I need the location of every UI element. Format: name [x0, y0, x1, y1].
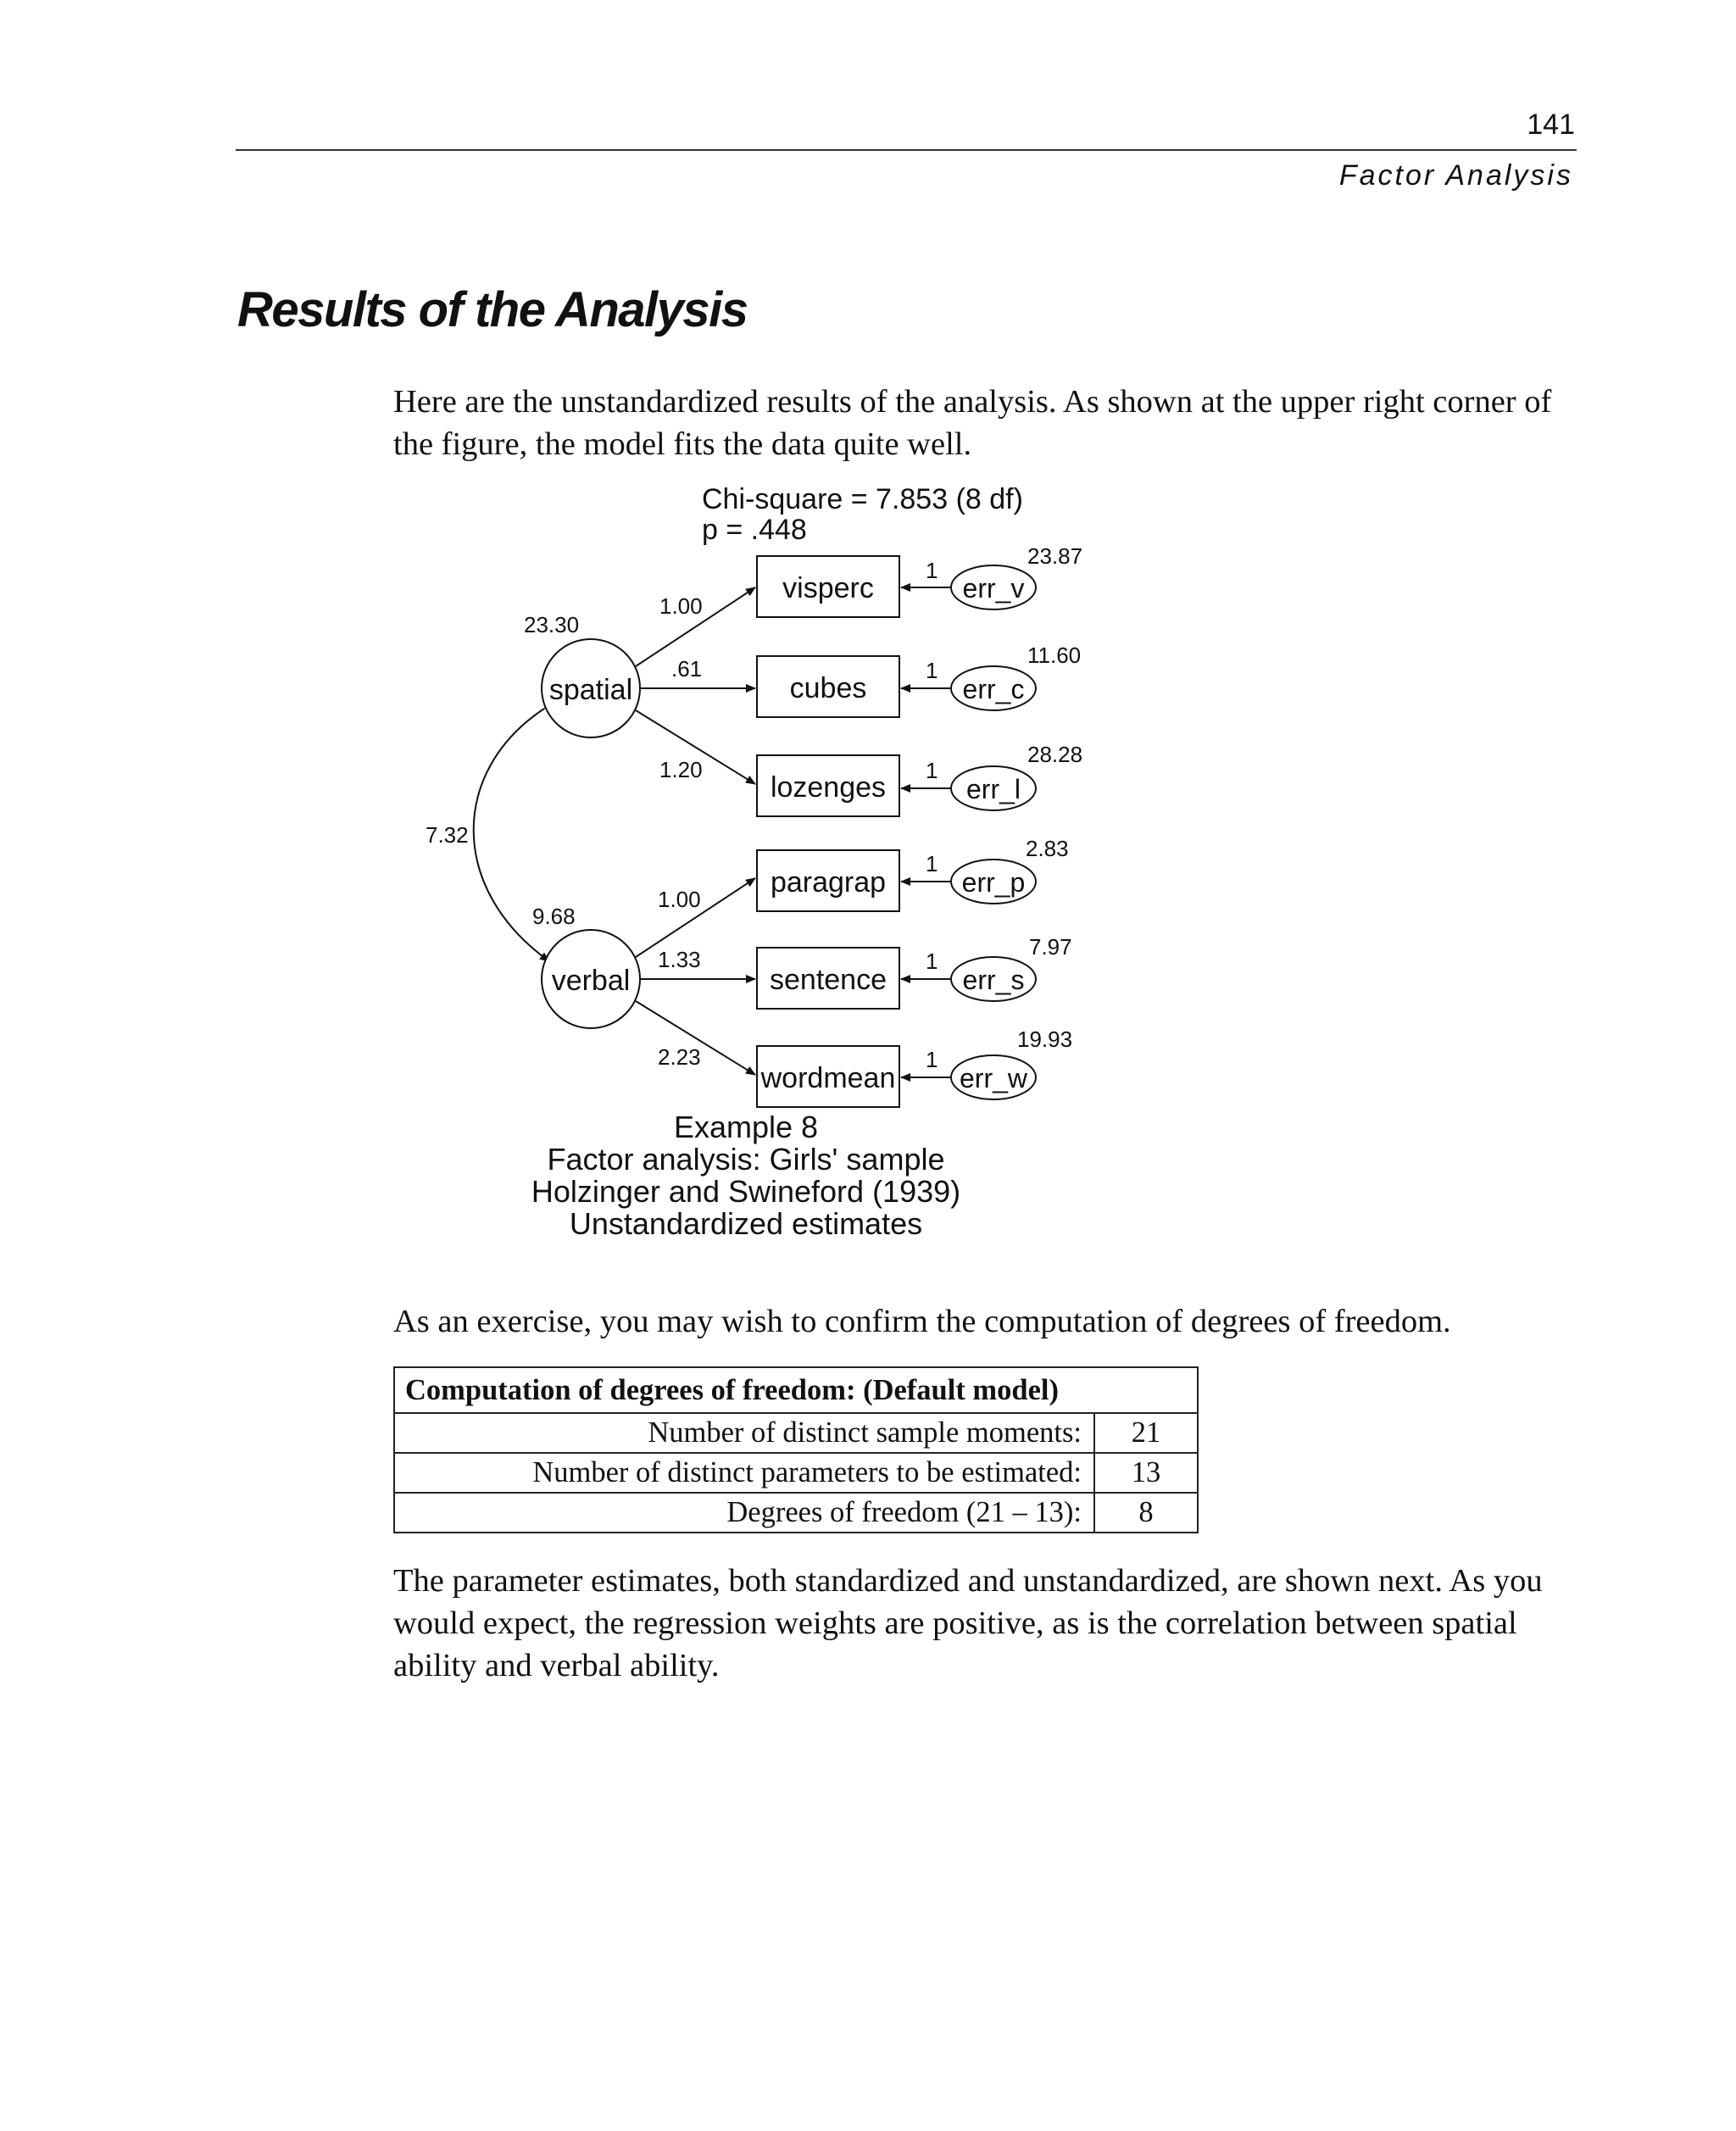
page-number: 141 — [1527, 108, 1575, 141]
dof-row-value: 8 — [1094, 1493, 1198, 1533]
error-variance-err-w: 19.93 — [1017, 1027, 1073, 1052]
dof-table-header-row — [394, 1367, 1198, 1413]
verbal-factor-label: verbal — [551, 965, 631, 997]
spatial-factor-label: spatial — [548, 674, 633, 706]
error-label-err-v: err_v — [962, 573, 1025, 604]
dof-row-value: 13 — [1094, 1453, 1198, 1493]
figure-caption-line-4: Unstandardized estimates — [569, 1206, 923, 1241]
indicator-label-visperc: visperc — [782, 572, 874, 604]
loading-label-wordmean: 2.23 — [658, 1044, 701, 1070]
dof-row-label: Degrees of freedom (21 – 13): — [394, 1493, 1094, 1533]
error-weight-wordmean: 1 — [926, 1047, 938, 1072]
dof-row-label: Number of distinct sample moments: — [394, 1413, 1094, 1453]
error-label-err-c: err_c — [962, 674, 1025, 704]
p-value-label: p = .448 — [702, 514, 807, 546]
header-rule — [236, 149, 1577, 151]
error-label-err-l: err_l — [965, 774, 1021, 804]
path-diagram — [0, 475, 1736, 1255]
indicator-label-lozenges: lozenges — [770, 771, 887, 804]
intro-paragraph: Here are the unstandardized results of the analysis. As shown at the upper right corner of the figure, the model fits the data quite well. — [393, 384, 1552, 462]
dof-table-row — [394, 1493, 1198, 1533]
error-variance-err-c: 11.60 — [1027, 643, 1082, 668]
error-weight-cubes: 1 — [926, 658, 938, 683]
indicator-label-wordmean: wordmean — [760, 1062, 896, 1094]
error-weight-sentence: 1 — [926, 949, 938, 974]
spatial-variance-label: 23.30 — [524, 612, 580, 637]
indicator-label-cubes: cubes — [789, 672, 867, 704]
section-title: Results of the Analysis — [237, 282, 748, 337]
indicator-label-sentence: sentence — [770, 964, 887, 996]
error-variance-err-s: 7.97 — [1029, 934, 1072, 960]
exercise-paragraph: As an exercise, you may wish to confirm the computation of degrees of freedom. — [393, 1304, 1451, 1339]
error-label-err-p: err_p — [961, 867, 1026, 898]
figure-caption-line-1: Example 8 — [673, 1110, 819, 1144]
verbal-variance-label: 9.68 — [532, 904, 576, 929]
error-variance-err-v: 23.87 — [1027, 543, 1083, 569]
running-title: Factor Analysis — [1338, 159, 1573, 192]
covariance-label: 7.32 — [426, 822, 469, 848]
dof-table — [393, 1366, 1199, 1533]
loading-label-paragrap: 1.00 — [658, 887, 701, 912]
dof-row-value: 21 — [1094, 1413, 1198, 1453]
error-weight-visperc: 1 — [926, 558, 938, 583]
error-variance-err-p: 2.83 — [1026, 836, 1069, 861]
dof-row-label: Number of distinct parameters to be estimated: — [394, 1453, 1094, 1493]
dof-table-title: Computation of degrees of freedom: (Default model) — [394, 1367, 1198, 1413]
figure-caption-line-3: Holzinger and Swineford (1939) — [531, 1174, 961, 1209]
chi-square-label: Chi-square = 7.853 (8 df) — [702, 483, 1023, 515]
loading-label-cubes: .61 — [671, 656, 703, 682]
loading-label-visperc: 1.00 — [659, 593, 703, 619]
error-label-err-s: err_s — [962, 965, 1025, 995]
error-variance-err-l: 28.28 — [1027, 742, 1083, 767]
loading-label-lozenges: 1.20 — [659, 757, 703, 782]
error-weight-paragrap: 1 — [926, 851, 938, 876]
figure-caption-line-2: Factor analysis: Girls' sample — [547, 1142, 945, 1177]
indicator-label-paragrap: paragrap — [770, 866, 887, 899]
dof-table-row — [394, 1453, 1198, 1493]
error-label-err-w: err_w — [959, 1063, 1028, 1093]
closing-paragraph: The parameter estimates, both standardized and unstandardized, are shown next. As you would expect, the regression weights are positive, as is the correlation between spatial ability and verbal ability. — [393, 1563, 1543, 1683]
error-weight-lozenges: 1 — [926, 758, 938, 783]
dof-table-row — [394, 1413, 1198, 1453]
loading-label-sentence: 1.33 — [658, 947, 701, 972]
